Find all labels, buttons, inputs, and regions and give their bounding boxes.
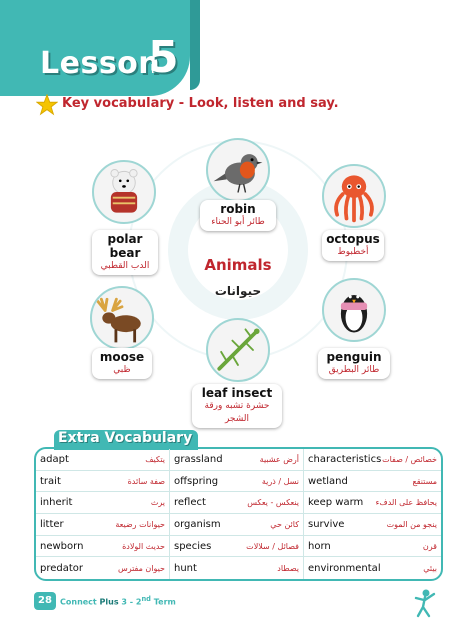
vocab-english: grassland <box>174 453 223 465</box>
vocab-arabic: خصائص / صفات <box>382 454 437 464</box>
vocab-arabic: صفة سائدة <box>127 476 165 486</box>
extra-vocabulary-table <box>34 447 443 581</box>
vocab-cell <box>170 449 304 471</box>
moose-picture <box>90 286 154 350</box>
vocab-cell <box>304 471 441 493</box>
vocab-arabic: مستنقع <box>412 476 437 486</box>
footer-brand-name: Connect <box>60 597 97 607</box>
vocab-arabic: يتكيف <box>145 454 165 464</box>
vocab-cell <box>36 492 170 514</box>
vocab-cell <box>36 514 170 536</box>
vocab-english: newborn <box>40 540 84 552</box>
vocab-cell <box>36 449 170 471</box>
vocab-english: environmental <box>308 562 381 574</box>
leaf-insect-picture <box>206 318 270 382</box>
vocab-english: trait <box>40 475 61 487</box>
vocab-english: predator <box>40 562 84 574</box>
vocab-english: horn <box>308 540 331 552</box>
vocab-cell <box>36 557 170 579</box>
octopus-icon <box>324 166 384 226</box>
moose-label: moose ظبي <box>92 348 152 379</box>
footer-sup: nd <box>141 595 151 603</box>
robin-label: robin طائر أبو الحناء <box>200 200 276 231</box>
vocab-arabic: فصائل / سلالات <box>246 541 299 551</box>
vocab-arabic: يرث <box>150 498 165 508</box>
vocab-cell <box>170 492 304 514</box>
extra-vocabulary-title: Extra Vocabulary <box>58 430 193 446</box>
center-title: Animals <box>204 256 272 274</box>
vocab-cell <box>36 536 170 558</box>
octopus-label: octopus أخطبوط <box>322 230 384 261</box>
vocab-english: adapt <box>40 453 69 465</box>
mascot-icon <box>414 588 436 618</box>
vocab-english: litter <box>40 518 64 530</box>
vocab-arabic: يحافظ على الدفء <box>375 498 437 508</box>
vocab-english: wetland <box>308 475 348 487</box>
vocab-arabic: أرض عشبية <box>259 454 299 464</box>
vocab-cell <box>304 449 441 471</box>
vocab-arabic: حيوانات رضيعة <box>115 519 165 529</box>
vocab-cell <box>36 471 170 493</box>
vocab-arabic: نسل / ذرية <box>261 476 299 486</box>
center-arabic: حيوانات <box>214 284 262 298</box>
vocab-english: keep warm <box>308 497 364 509</box>
polar-bear-label: polar bear الدب القطبي <box>92 230 158 275</box>
vocab-cell <box>304 492 441 514</box>
section-heading: Key vocabulary - Look, listen and say. <box>62 96 339 111</box>
leaf-insect-label: leaf insect حشرة تشبه ورقة الشجر <box>192 384 282 428</box>
penguin-picture <box>322 278 386 342</box>
footer-brand <box>60 595 176 607</box>
penguin-icon <box>324 280 384 340</box>
star-icon <box>36 94 58 116</box>
robin-picture <box>206 138 270 202</box>
polar-bear-icon <box>94 162 154 222</box>
vocab-cell <box>304 514 441 536</box>
vocab-english: characteristics <box>308 453 382 465</box>
lesson-number: 5 <box>148 32 179 83</box>
robin-icon <box>208 140 268 200</box>
footer-level: 3 - 2 <box>121 597 142 607</box>
vocab-arabic: ينجو من الموت <box>386 519 437 529</box>
vocab-cell <box>170 514 304 536</box>
vocab-cell <box>304 557 441 579</box>
footer-term: Term <box>153 597 176 607</box>
vocab-arabic: كائن حي <box>270 519 299 529</box>
octopus-picture <box>322 164 386 228</box>
vocab-english: survive <box>308 518 345 530</box>
vocabulary-grid <box>36 449 441 579</box>
moose-icon <box>92 288 152 348</box>
vocab-arabic: ينعكس - يعكس <box>247 498 299 508</box>
vocab-arabic: حديث الولادة <box>122 541 165 551</box>
vocab-cell <box>304 536 441 558</box>
vocab-cell <box>170 557 304 579</box>
leaf-insect-icon <box>208 320 268 380</box>
page-number: 28 <box>34 592 56 610</box>
vocab-cell <box>170 471 304 493</box>
vocab-cell <box>170 536 304 558</box>
footer-plus: Plus <box>99 597 119 607</box>
vocab-english: reflect <box>174 497 206 509</box>
vocab-english: hunt <box>174 562 197 574</box>
vocab-english: species <box>174 540 212 552</box>
lesson-title: Lesson <box>40 46 161 81</box>
vocab-arabic: حيوان مفترس <box>117 563 165 573</box>
vocab-arabic: بيئي <box>423 563 437 573</box>
vocab-english: organism <box>174 518 221 530</box>
penguin-label: penguin طائر البطريق <box>318 348 390 379</box>
vocab-english: inherit <box>40 497 73 509</box>
vocab-english: offspring <box>174 475 219 487</box>
polar-bear-picture <box>92 160 156 224</box>
vocab-arabic: يصطاد <box>277 563 299 573</box>
vocab-arabic: قرن <box>422 541 437 551</box>
